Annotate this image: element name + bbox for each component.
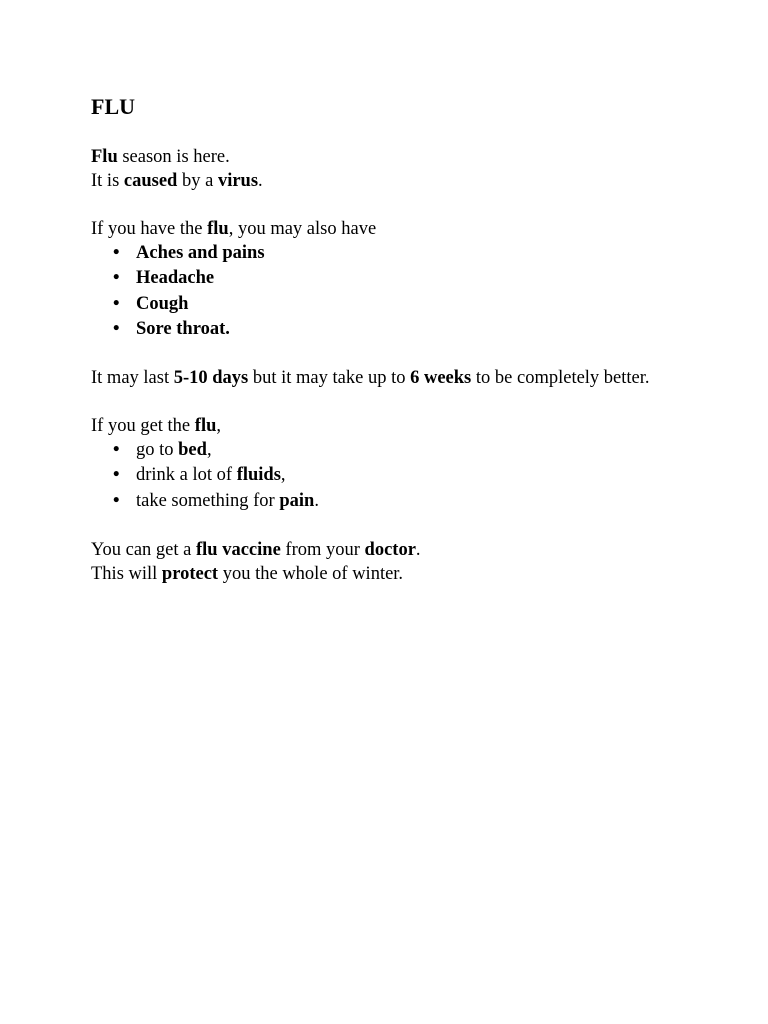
- bold-text: flu: [207, 219, 229, 239]
- text-run: by a: [177, 171, 218, 191]
- text-run: It may last: [91, 368, 174, 389]
- bold-text: protect: [161, 564, 219, 585]
- text-run: This will: [91, 564, 162, 585]
- symptoms-list: [91, 241, 671, 342]
- text-run: .: [314, 490, 319, 511]
- bold-text: virus: [217, 171, 259, 191]
- bold-text: flu vaccine: [196, 540, 281, 561]
- duration-paragraph: [91, 366, 671, 390]
- symptom-item: [136, 317, 671, 342]
- text-run: ,: [206, 440, 212, 461]
- bold-text: fluids: [236, 465, 281, 486]
- paragraph-gap: [91, 342, 671, 366]
- text-run: drink a lot of: [136, 465, 237, 486]
- bold-text: caused: [123, 171, 178, 191]
- bold-text: 6 weeks: [410, 368, 472, 389]
- bold-text: Aches and pains: [136, 243, 265, 263]
- symptoms-lead: [91, 217, 671, 241]
- text-run: You can get a: [91, 540, 196, 561]
- text-run: .: [415, 540, 421, 561]
- advice-lead: [91, 414, 671, 438]
- text-run: to be completely better.: [471, 368, 650, 389]
- text-run: take something for: [136, 490, 280, 511]
- bold-text: Sore throat.: [136, 318, 230, 339]
- text-run: you the whole of winter.: [218, 564, 404, 585]
- text-run: go to: [136, 440, 179, 461]
- document-body: [91, 93, 671, 586]
- text-run: ,: [280, 465, 286, 486]
- bold-text: Headache: [136, 268, 215, 289]
- advice-item: [136, 438, 671, 463]
- vaccine-line-1: [91, 538, 671, 562]
- bold-text: Cough: [136, 293, 189, 314]
- advice-item: [136, 463, 671, 488]
- paragraph-gap: [91, 390, 671, 414]
- vaccine-line-2: [91, 562, 671, 586]
- page-title: FLU: [91, 94, 135, 119]
- bold-text: 5-10 days: [173, 368, 249, 389]
- text-run: If you have the: [91, 219, 208, 239]
- intro-line-2: [91, 169, 671, 193]
- bold-text: pain: [279, 490, 315, 511]
- advice-item: [136, 489, 671, 514]
- text-run: season is here.: [117, 147, 230, 167]
- text-run: but it may take up to: [248, 368, 411, 389]
- bold-text: doctor: [364, 540, 416, 561]
- symptom-item: [136, 241, 671, 266]
- intro-line-1: [91, 145, 671, 169]
- symptom-item: [136, 266, 671, 291]
- text-run: If you get the: [91, 416, 195, 437]
- text-run: .: [258, 171, 263, 191]
- paragraph-gap: [91, 193, 671, 217]
- text-run: ,: [216, 416, 221, 437]
- bold-text: flu: [194, 416, 217, 437]
- text-run: It is: [91, 171, 124, 191]
- paragraph-gap: [91, 514, 671, 538]
- symptom-item: [136, 292, 671, 317]
- text-run: , you may also have: [228, 219, 377, 239]
- bold-text: Flu: [91, 147, 118, 167]
- advice-list: [91, 438, 671, 514]
- text-run: from your: [280, 540, 365, 561]
- bold-text: bed: [178, 440, 207, 461]
